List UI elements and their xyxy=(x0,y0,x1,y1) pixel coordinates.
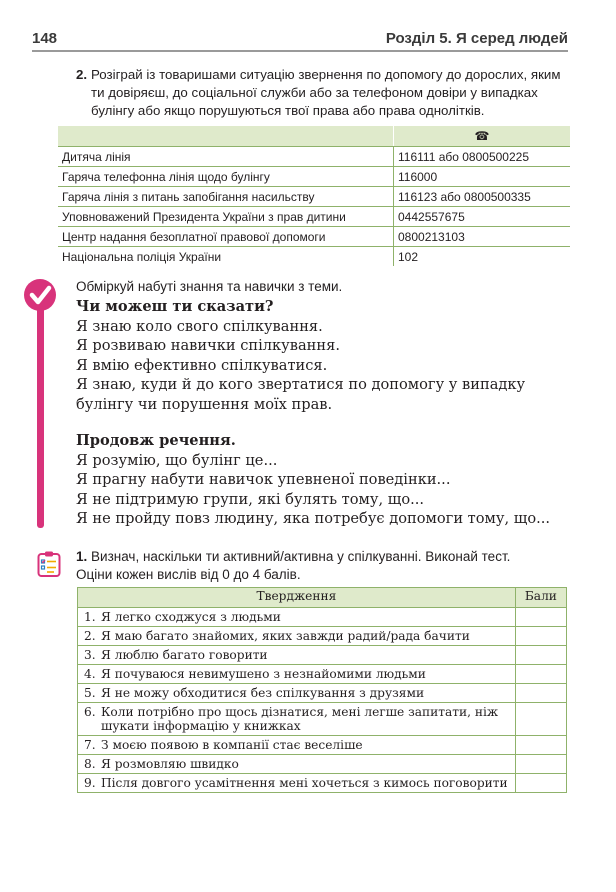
points-cell[interactable] xyxy=(515,684,566,703)
hotline-name: Дитяча лінія xyxy=(58,147,394,167)
can-line: Я вмію ефективно спілкуватися. xyxy=(76,356,328,374)
table-row xyxy=(78,736,567,755)
statement-number: 4. xyxy=(84,667,96,681)
table-row xyxy=(78,608,567,627)
continue-title: Продовж речення. xyxy=(76,432,236,449)
continue-line: Я прагну набути навичок упевненої поведінки... xyxy=(76,471,451,488)
test-clipboard-icon xyxy=(37,551,61,577)
statement-text: Я розмовляю швидко xyxy=(101,757,239,771)
hotline-name: Уповноважений Президента України з прав дитини xyxy=(58,207,394,227)
hotline-phone: 116000 xyxy=(394,167,571,187)
hotline-name: Гаряча лінія з питань запобігання насильству xyxy=(58,187,394,207)
table-row xyxy=(78,774,567,793)
statement-number: 6. xyxy=(84,705,96,719)
points-cell[interactable] xyxy=(515,774,566,793)
hotline-phone: 0800213103 xyxy=(394,227,571,247)
continue-line: Я не підтримую групи, які булять тому, що... xyxy=(76,490,425,508)
hotline-phone: 0442557675 xyxy=(394,207,571,227)
hotline-name: Національна поліція України xyxy=(58,247,394,267)
table-row xyxy=(78,646,567,665)
statement-text: Я люблю багато говорити xyxy=(101,648,268,662)
hotline-phone: 116111 або 0800500225 xyxy=(394,147,571,167)
table-row xyxy=(58,247,570,267)
points-cell[interactable] xyxy=(515,665,566,684)
statement-text: З моєю появою в компанії стає веселіше xyxy=(101,738,363,752)
can-say-title: Чи можеш ти сказати? xyxy=(76,298,274,315)
task-2-number: 2. xyxy=(76,67,88,82)
table-row xyxy=(78,684,567,703)
hotlines-header-row xyxy=(58,126,570,147)
statement-text: Я маю багато знайомих, яких завжди радий/рада бачити xyxy=(101,629,470,643)
statement-text: Коли потрібно про щось дізнатися, мені легше запитати, ніж шукати інформацію у книжках xyxy=(101,705,499,733)
points-cell[interactable] xyxy=(515,736,566,755)
test-header-row xyxy=(78,588,567,608)
points-cell[interactable] xyxy=(515,646,566,665)
reflection-bar xyxy=(37,300,44,528)
continue-line: Я розумію, що булінг це... xyxy=(76,451,278,469)
hotline-phone: 102 xyxy=(398,249,419,264)
points-cell[interactable] xyxy=(515,627,566,646)
header-divider xyxy=(32,50,568,52)
checkmark-icon xyxy=(24,279,56,311)
reflection-block xyxy=(76,279,576,529)
table-row xyxy=(58,187,570,207)
page-header xyxy=(32,30,568,50)
statement-number: 9. xyxy=(84,776,96,790)
hotline-phone: 116123 або 0800500335 xyxy=(394,187,571,207)
statement-number: 8. xyxy=(84,757,96,771)
can-line: Я розвиваю навички спілкування. xyxy=(76,337,340,354)
page-number: 148 xyxy=(32,30,58,47)
phone-icon: ☎ xyxy=(394,126,571,147)
can-line: Я знаю коло свого спілкування. xyxy=(76,317,323,335)
task-1-number: 1. xyxy=(76,549,88,564)
points-cell[interactable] xyxy=(515,703,566,736)
hotline-name: Гаряча телефонна лінія щодо булінгу xyxy=(58,167,394,187)
points-cell[interactable] xyxy=(515,755,566,774)
test-table xyxy=(77,587,567,793)
statement-text: Я не можу обходитися без спілкування з друзями xyxy=(101,686,425,700)
statement-number: 5. xyxy=(84,686,96,700)
statement-number: 3. xyxy=(84,648,96,662)
task-2-text: Розіграй із товаришами ситуацію звернення по допомогу до дорослих, яким ти довіряєш, до соціальної служби або за телефоном довіри у випадках булінгу або якщо порушуються твої права або права однолітків. xyxy=(91,67,561,118)
statement-text: Я почуваюся невимушено з незнайомими людьми xyxy=(101,667,426,681)
task-1-line-1: Визнач, наскільки ти активний/активна у спілкуванні. Виконай тест. xyxy=(91,549,511,564)
table-row xyxy=(58,207,570,227)
table-row xyxy=(78,665,567,684)
statement-text: Я легко сходжуся з людьми xyxy=(101,610,281,624)
statement-number: 1. xyxy=(84,610,96,624)
hotlines-table xyxy=(58,126,570,266)
continue-line: Я не пройду повз людину, яка потребує допомоги тому, що... xyxy=(76,510,551,527)
table-row xyxy=(78,703,567,736)
hotline-name: Центр надання безоплатної правової допомоги xyxy=(58,227,394,247)
task-2 xyxy=(58,66,570,120)
task-1 xyxy=(76,548,576,583)
col-statement: Твердження xyxy=(78,588,516,608)
reflection-intro: Обміркуй набуті знання та навички з теми. xyxy=(76,279,343,294)
points-cell[interactable] xyxy=(515,608,566,627)
task-1-line-2: Оціни кожен вислів від 0 до 4 балів. xyxy=(76,566,301,582)
table-row xyxy=(58,147,570,167)
table-row xyxy=(78,627,567,646)
statement-number: 2. xyxy=(84,629,96,643)
statement-text: Після довгого усамітнення мені хочеться з кимось поговорити xyxy=(101,776,508,790)
can-line: Я знаю, куди й до кого звертатися по допомогу у випадку булінгу чи порушення моїх прав. xyxy=(76,376,526,413)
section-title: Розділ 5. Я серед людей xyxy=(385,30,568,47)
table-row xyxy=(58,227,570,247)
col-points: Бали xyxy=(515,588,566,608)
table-row xyxy=(58,167,570,187)
table-row xyxy=(78,755,567,774)
statement-number: 7. xyxy=(84,738,96,752)
